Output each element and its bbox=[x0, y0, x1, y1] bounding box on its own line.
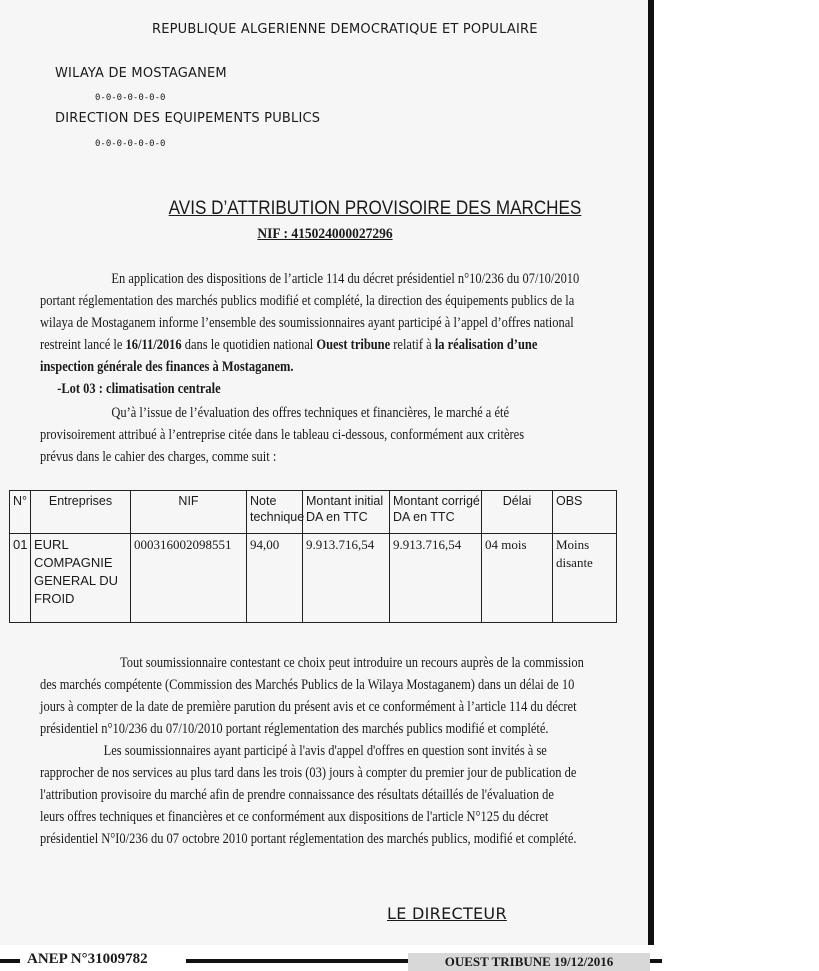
cell-montant-corrige: 9.913.716,54 bbox=[390, 534, 482, 623]
anep-number: ANEP N°31009782 bbox=[27, 951, 148, 967]
evaluation-line: provisoirement attribué à l’entreprise citée dans le tableau ci-dessous, conformément aux critères bbox=[40, 427, 525, 443]
director-signature: LE DIRECTEUR bbox=[387, 904, 507, 923]
invitation-paragraph bbox=[40, 740, 577, 850]
invitation-line: Les soumissionnaires ayant participé à l'avis d'appel d'offres en question sont invités à se bbox=[103, 743, 547, 759]
recourse-line: Tout soumissionnaire contestant ce choix peut introduire un recours auprès de la commission bbox=[119, 655, 584, 671]
newspaper-date: OUEST TRIBUNE 19/12/2016 bbox=[408, 953, 650, 971]
header-montant-initial: Montant initial DA en TTC bbox=[303, 491, 390, 534]
evaluation-line: prévus dans le cahier des charges, comme suit : bbox=[40, 449, 277, 465]
table-row bbox=[10, 534, 617, 623]
recourse-line: jours à compter de la date de première parution du présent avis et ce conformément à l’article 114 du décret bbox=[40, 699, 577, 715]
invitation-line: leurs offres techniques et financières et ce conformément aux dispositions de l'article N°125 du décret bbox=[40, 809, 549, 825]
header-separator: 0-0-0-0-0-0-0 bbox=[95, 93, 166, 103]
cell-delai: 04 mois bbox=[482, 534, 553, 623]
header-nif: NIF bbox=[131, 491, 247, 534]
lot-line: -Lot 03 : climatisation centrale bbox=[57, 381, 221, 397]
recourse-line: des marchés compétente (Commission des Marchés Publics de la Wilaya Mostaganem) dans un délai de 10 bbox=[40, 677, 575, 693]
invitation-line: l'attribution provisoire du marché afin de prendre connaissance des résultats détaillés de l'évaluation de bbox=[40, 787, 554, 803]
cell-nif: 000316002098551 bbox=[131, 534, 247, 623]
table-header-row bbox=[10, 491, 617, 534]
footer-rule bbox=[0, 959, 20, 963]
header-obs: OBS bbox=[553, 491, 617, 534]
header-separator: 0-0-0-0-0-0-0 bbox=[95, 139, 166, 149]
intro-line: restreint lancé le 16/11/2016 dans le quotidien national Ouest tribune relatif à la réalisation d’une bbox=[40, 337, 538, 353]
header-entreprise: Entreprises bbox=[31, 491, 131, 534]
intro-line: inspection générale des finances à Mostaganem. bbox=[40, 359, 294, 375]
header-delai: Délai bbox=[482, 491, 553, 534]
cell-obs: Moins disante bbox=[553, 534, 617, 623]
footer-rule bbox=[186, 959, 408, 963]
header-note: Note technique bbox=[247, 491, 303, 534]
evaluation-line: Qu’à l’issue de l’évaluation des offres techniques et financières, le marché a été bbox=[111, 405, 509, 421]
republic-header: REPUBLIQUE ALGERIENNE DEMOCRATIQUE ET POPULAIRE bbox=[152, 22, 538, 37]
direction-header: DIRECTION DES EQUIPEMENTS PUBLICS bbox=[55, 111, 321, 126]
notice-nif: NIF : 415024000027296 bbox=[257, 226, 393, 242]
invitation-line: rapprocher de nos services au plus tard dans les trois (03) jours à compter du premier jour de publication de bbox=[40, 765, 577, 781]
project-object: la réalisation d’une bbox=[434, 337, 538, 353]
recourse-line: présidentiel n°10/236 du 07/10/2010 portant réglementation des marchés publics modifié et complété. bbox=[40, 721, 549, 737]
intro-paragraph bbox=[40, 268, 579, 400]
cell-num: 01 bbox=[10, 534, 31, 623]
footer-rule bbox=[650, 959, 662, 963]
newspaper-name: Ouest tribune bbox=[316, 337, 391, 353]
page-footer bbox=[0, 948, 819, 971]
header-montant-corrige: Montant corrigé DA en TTC bbox=[390, 491, 482, 534]
cell-entreprise: EURL COMPAGNIE GENERAL DU FROID bbox=[31, 534, 131, 623]
recourse-paragraph bbox=[40, 652, 584, 740]
results-table bbox=[9, 490, 617, 623]
cell-montant-initial: 9.913.716,54 bbox=[303, 534, 390, 623]
cell-note: 94,00 bbox=[247, 534, 303, 623]
intro-line: wilaya de Mostaganem informe l’ensemble des soumissionnaires ayant participé à l’appel d’offres national bbox=[40, 315, 574, 331]
launch-date: 16/11/2016 bbox=[125, 337, 182, 353]
evaluation-paragraph bbox=[40, 402, 524, 468]
intro-line: portant réglementation des marchés publics modifié et complété, la direction des équipements publics de la bbox=[40, 293, 575, 309]
wilaya-header: WILAYA DE MOSTAGANEM bbox=[55, 66, 227, 81]
intro-line: En application des dispositions de l’article 114 du décret présidentiel n°10/236 du 07/10/2010 bbox=[111, 271, 580, 287]
invitation-line: présidentiel N°I0/236 du 07 octobre 2010 portant réglementation des marchés publics, modifié et complété. bbox=[40, 831, 577, 847]
notice-title: AVIS D’ATTRIBUTION PROVISOIRE DES MARCHES bbox=[168, 198, 582, 219]
header-num: N° bbox=[10, 491, 31, 534]
